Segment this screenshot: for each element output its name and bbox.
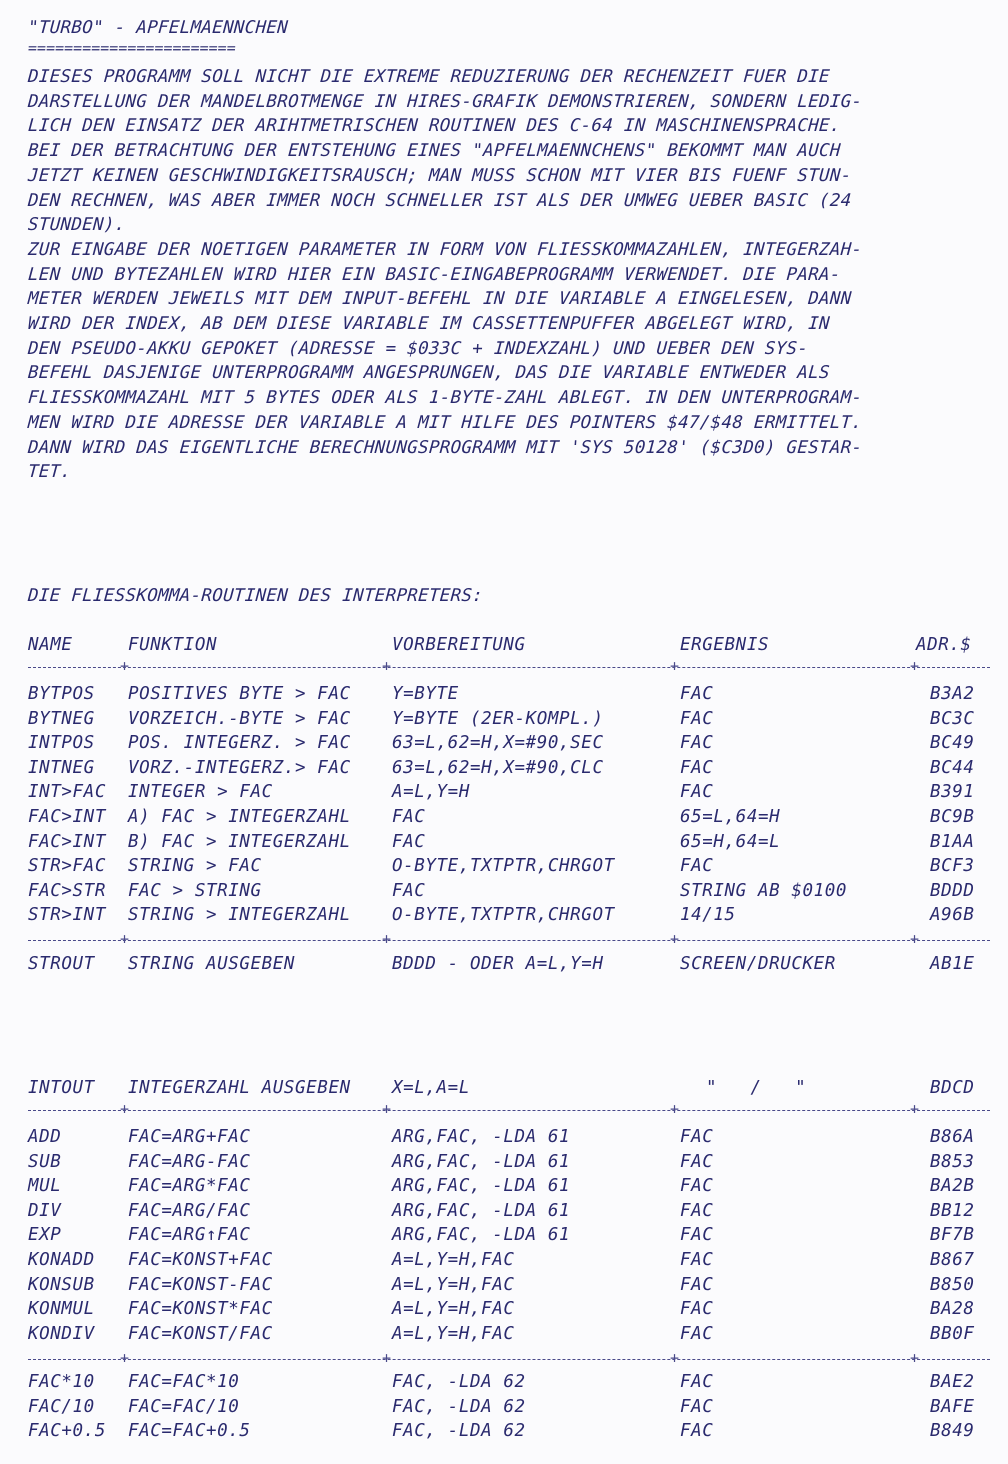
cell-name: KONSUB	[28, 1274, 95, 1295]
cell-funktion: A) FAC > INTEGERZAHL	[128, 807, 351, 827]
cell-funktion: FAC=ARG↑FAC	[128, 1225, 251, 1246]
table-separator: + + + +	[28, 667, 990, 668]
cell-vorbereitung: 63=L,62=H,X=#90,SEC	[392, 733, 604, 754]
cell-ergebnis: FAC	[680, 708, 714, 729]
intro-line: DANN WIRD DAS EIGENTLICHE BERECHNUNGSPROGRAMM MIT 'SYS 50128' ($C3D0) GESTAR-	[27, 437, 864, 458]
cell-name: INT>FAC	[28, 782, 106, 803]
cell-name: INTPOS	[28, 733, 95, 754]
cell-name: FAC>INT	[28, 807, 106, 827]
row-strout-funktion: STRING AUSGEBEN	[128, 954, 296, 974]
cell-ergebnis: 14/15	[680, 905, 736, 926]
cell-name: FAC>INT	[28, 831, 106, 852]
cell-vorbereitung: A=L,Y=H,FAC	[392, 1250, 515, 1270]
cell-adr: B3A2	[930, 684, 975, 704]
cell-vorbereitung: FAC	[392, 831, 426, 852]
intro-line: JETZT KEINEN GESCHWINDIGKEITSRAUSCH; MAN MUSS SCHON MIT VIER BIS FUENF STUN-	[27, 165, 853, 186]
cell-name: FAC>STR	[28, 880, 106, 901]
cell-vorbereitung: FAC, -LDA 62	[392, 1396, 526, 1417]
cell-vorbereitung: FAC, -LDA 62	[392, 1372, 526, 1392]
header-vorbereitung: VORBEREITUNG	[392, 635, 526, 655]
intro-line: DARSTELLUNG DER MANDELBROTMENGE IN HIRES-GRAFIK DEMONSTRIEREN, SONDERN LEDIG-	[27, 91, 864, 112]
table-separator: + + + +	[28, 940, 990, 941]
cell-ergebnis: 65=L,64=H	[680, 807, 781, 827]
title-underline: =======================	[27, 39, 237, 57]
cell-vorbereitung: ARG,FAC, -LDA 61	[392, 1200, 571, 1221]
cell-ergebnis: FAC	[680, 684, 714, 704]
cell-adr: BC44	[930, 757, 975, 778]
cell-name: FAC/10	[28, 1396, 95, 1417]
cell-funktion: POSITIVES BYTE > FAC	[128, 684, 351, 704]
cell-vorbereitung: O-BYTE,TXTPTR,CHRGOT	[392, 905, 615, 926]
row-intout-adr: BDCD	[930, 1078, 975, 1098]
cell-adr: BAFE	[930, 1396, 975, 1417]
cell-name: BYTPOS	[28, 684, 95, 704]
cell-adr: BA28	[930, 1299, 975, 1320]
cell-ergebnis: FAC	[680, 733, 714, 754]
cell-name: DIV	[28, 1200, 62, 1221]
cell-funktion: FAC=KONST/FAC	[128, 1323, 273, 1344]
cell-adr: BDDD	[930, 880, 975, 901]
intro-line: TET.	[27, 462, 73, 483]
header-ergebnis: ERGEBNIS	[680, 635, 770, 655]
cell-name: KONDIV	[28, 1323, 95, 1344]
row-strout-ergebnis: SCREEN/DRUCKER	[680, 954, 836, 974]
cell-adr: BCF3	[930, 856, 975, 877]
cell-name: FAC+0.5	[28, 1421, 106, 1442]
cell-ergebnis: FAC	[680, 1372, 714, 1392]
document-title: "TURBO" - APFELMAENNCHEN	[27, 18, 289, 38]
cell-ergebnis: FAC	[680, 1200, 714, 1221]
cell-name: BYTNEG	[28, 708, 95, 729]
row-strout-name: STROUT	[28, 954, 95, 974]
intro-line: LEN UND BYTEZAHLEN WIRD HIER EIN BASIC-EINGABEPROGRAMM VERWENDET. DIE PARA-	[27, 264, 842, 285]
cell-name: FAC*10	[28, 1372, 95, 1392]
cell-vorbereitung: ARG,FAC, -LDA 61	[392, 1151, 571, 1172]
cell-name: MUL	[28, 1176, 62, 1197]
intro-line: MEN WIRD DIE ADRESSE DER VARIABLE A MIT HILFE DES POINTERS $47/$48 ERMITTELT.	[27, 412, 864, 433]
intro-line: WIRD DER INDEX, AB DEM DIESE VARIABLE IM CASSETTENPUFFER ABGELEGT WIRD, IN	[27, 314, 831, 334]
cell-adr: B1AA	[930, 831, 975, 852]
intro-line: FLIESSKOMMAZAHL MIT 5 BYTES ODER ALS 1-BYTE-ZAHL ABLEGT. IN DEN UNTERPROGRAM-	[27, 388, 864, 409]
cell-funktion: FAC=FAC/10	[128, 1396, 240, 1417]
header-adr: ADR.$	[916, 635, 972, 655]
cell-adr: BF7B	[930, 1225, 975, 1246]
intro-line: DEN RECHNEN, WAS ABER IMMER NOCH SCHNELLER IST ALS DER UMWEG UEBER BASIC (24	[27, 190, 853, 211]
cell-vorbereitung: ARG,FAC, -LDA 61	[392, 1127, 571, 1147]
cell-ergebnis: FAC	[680, 856, 714, 877]
cell-funktion: B) FAC > INTEGERZAHL	[128, 831, 351, 852]
row-intout-ergebnis: " / "	[706, 1078, 807, 1098]
cell-ergebnis: 65=H,64=L	[680, 831, 781, 852]
cell-ergebnis: FAC	[680, 1250, 714, 1270]
cell-funktion: FAC=FAC+0.5	[128, 1421, 251, 1442]
cell-ergebnis: FAC	[680, 1151, 714, 1172]
cell-funktion: STRING > FAC	[128, 856, 262, 877]
intro-line: BEFEHL DASJENIGE UNTERPROGRAMM ANGESPRUNGEN, DAS DIE VARIABLE ENTWEDER ALS	[27, 363, 831, 384]
cell-adr: BC9B	[930, 807, 975, 827]
cell-ergebnis: FAC	[680, 1225, 714, 1246]
cell-adr: BAE2	[930, 1372, 975, 1392]
cell-name: STR>FAC	[28, 856, 106, 877]
cell-funktion: FAC=ARG-FAC	[128, 1151, 251, 1172]
cell-funktion: FAC=ARG/FAC	[128, 1200, 251, 1221]
cell-name: KONADD	[28, 1250, 95, 1270]
cell-ergebnis: FAC	[680, 782, 714, 803]
cell-name: EXP	[28, 1225, 62, 1246]
intro-line: DEN PSEUDO-AKKU GEPOKET (ADRESSE = $033C + INDEXZAHL) UND UEBER DEN SYS-	[27, 338, 809, 359]
intro-line: LICH DEN EINSATZ DER ARIHTMETRISCHEN ROUTINEN DES C-64 IN MASCHINENSPRACHE.	[27, 116, 842, 137]
cell-vorbereitung: ARG,FAC, -LDA 61	[392, 1176, 571, 1197]
cell-adr: B850	[930, 1274, 975, 1295]
cell-ergebnis: FAC	[680, 1274, 714, 1295]
header-funktion: FUNKTION	[128, 635, 218, 655]
cell-adr: BB12	[930, 1200, 975, 1221]
cell-vorbereitung: 63=L,62=H,X=#90,CLC	[392, 757, 604, 778]
cell-ergebnis: FAC	[680, 1421, 714, 1442]
cell-adr: A96B	[930, 905, 975, 926]
row-strout-vorbereitung: BDDD - ODER A=L,Y=H	[392, 954, 604, 974]
cell-funktion: POS. INTEGERZ. > FAC	[128, 733, 351, 754]
cell-ergebnis: FAC	[680, 1323, 714, 1344]
cell-vorbereitung: A=L,Y=H,FAC	[392, 1323, 515, 1344]
table-separator: + + + +	[28, 1110, 990, 1111]
cell-funktion: INTEGER > FAC	[128, 782, 273, 803]
cell-adr: BB0F	[930, 1323, 975, 1344]
cell-ergebnis: FAC	[680, 1396, 714, 1417]
cell-vorbereitung: A=L,Y=H,FAC	[392, 1299, 515, 1320]
cell-vorbereitung: FAC, -LDA 62	[392, 1421, 526, 1442]
cell-funktion: FAC=ARG+FAC	[128, 1127, 251, 1147]
cell-vorbereitung: A=L,Y=H,FAC	[392, 1274, 515, 1295]
row-intout-vorbereitung: X=L,A=L	[392, 1078, 470, 1098]
cell-funktion: FAC > STRING	[128, 880, 262, 901]
cell-adr: BC3C	[930, 708, 975, 729]
intro-line: DIESES PROGRAMM SOLL NICHT DIE EXTREME REDUZIERUNG DER RECHENZEIT FUER DIE	[27, 67, 831, 87]
cell-adr: B391	[930, 782, 975, 803]
cell-ergebnis: FAC	[680, 757, 714, 778]
cell-name: INTNEG	[28, 757, 95, 778]
cell-name: ADD	[28, 1127, 62, 1147]
cell-adr: B86A	[930, 1127, 975, 1147]
cell-vorbereitung: A=L,Y=H	[392, 782, 470, 803]
cell-vorbereitung: O-BYTE,TXTPTR,CHRGOT	[392, 856, 615, 877]
cell-vorbereitung: FAC	[392, 807, 426, 827]
cell-ergebnis: STRING AB $0100	[680, 880, 848, 901]
cell-adr: B853	[930, 1151, 975, 1172]
cell-vorbereitung: FAC	[392, 880, 426, 901]
cell-funktion: FAC=KONST-FAC	[128, 1274, 273, 1295]
cell-funktion: FAC=ARG*FAC	[128, 1176, 251, 1197]
cell-vorbereitung: Y=BYTE (2ER-KOMPL.)	[392, 708, 604, 729]
cell-adr: BC49	[930, 733, 975, 754]
cell-name: SUB	[28, 1151, 62, 1172]
intro-line: ZUR EINGABE DER NOETIGEN PARAMETER IN FORM VON FLIESSKOMMAZAHLEN, INTEGERZAH-	[27, 239, 864, 260]
cell-name: KONMUL	[28, 1299, 95, 1320]
cell-funktion: STRING > INTEGERZAHL	[128, 905, 351, 926]
cell-ergebnis: FAC	[680, 1176, 714, 1197]
intro-line: STUNDEN).	[27, 215, 127, 236]
cell-adr: B867	[930, 1250, 975, 1270]
cell-name: STR>INT	[28, 905, 106, 926]
row-intout-funktion: INTEGERZAHL AUSGEBEN	[128, 1078, 351, 1098]
cell-funktion: FAC=KONST+FAC	[128, 1250, 273, 1270]
cell-funktion: FAC=FAC*10	[128, 1372, 240, 1392]
cell-adr: B849	[930, 1421, 975, 1442]
table-separator: + + + +	[28, 1359, 990, 1360]
row-intout-name: INTOUT	[28, 1078, 95, 1098]
cell-ergebnis: FAC	[680, 1299, 714, 1320]
cell-ergebnis: FAC	[680, 1127, 714, 1147]
cell-vorbereitung: ARG,FAC, -LDA 61	[392, 1225, 571, 1246]
cell-adr: BA2B	[930, 1176, 975, 1197]
section-heading: DIE FLIESSKOMMA-ROUTINEN DES INTERPRETERS:	[27, 586, 484, 606]
intro-line: METER WERDEN JEWEILS MIT DEM INPUT-BEFEHL IN DIE VARIABLE A EINGELESEN, DANN	[27, 289, 853, 310]
row-strout-adr: AB1E	[930, 954, 975, 974]
cell-vorbereitung: Y=BYTE	[392, 684, 459, 704]
header-name: NAME	[28, 635, 73, 655]
cell-funktion: VORZEICH.-BYTE > FAC	[128, 708, 351, 729]
intro-line: BEI DER BETRACHTUNG DER ENTSTEHUNG EINES "APFELMAENNCHENS" BEKOMMT MAN AUCH	[27, 141, 842, 162]
cell-funktion: FAC=KONST*FAC	[128, 1299, 273, 1320]
cell-funktion: VORZ.-INTEGERZ.> FAC	[128, 757, 351, 778]
